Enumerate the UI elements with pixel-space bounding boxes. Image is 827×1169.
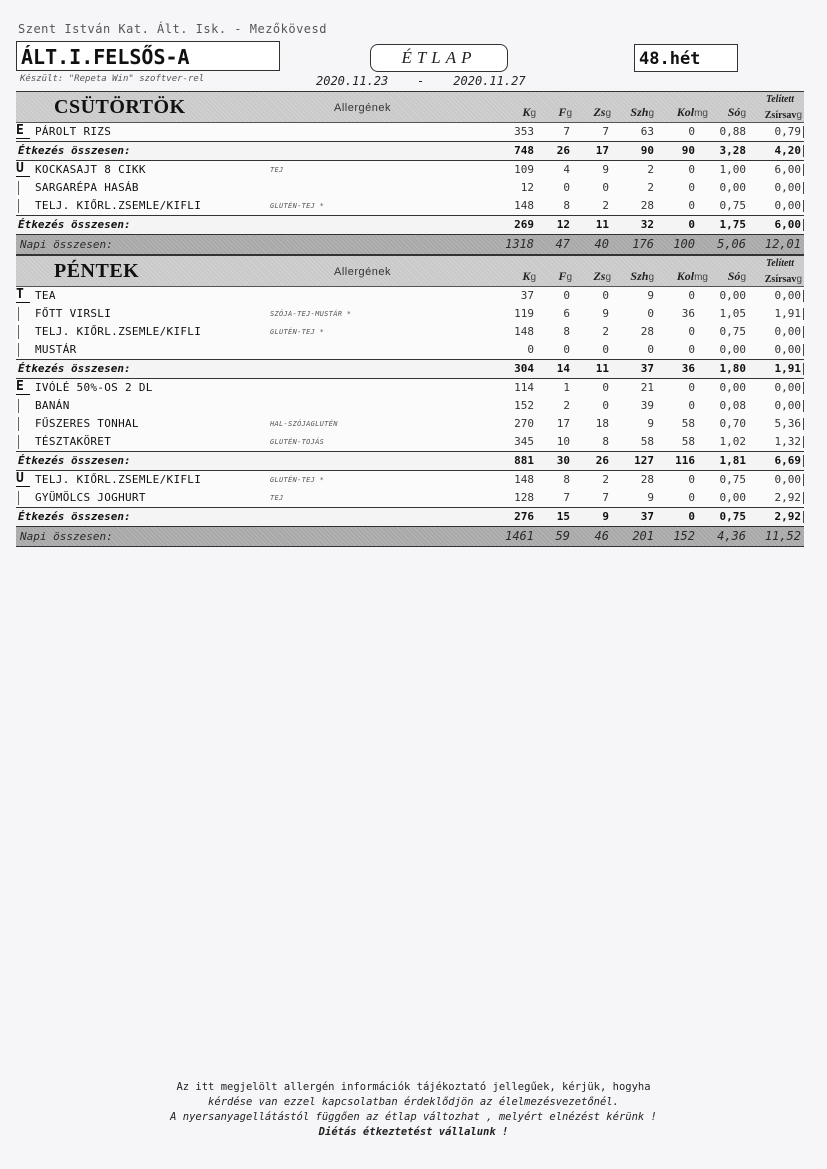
row-end-divider (803, 308, 804, 320)
total-saturated-fat: 6,69 (774, 454, 801, 467)
value-salt: 0,00 (719, 181, 746, 194)
value-carbs: 0 (602, 181, 609, 194)
value-sugar: 28 (640, 325, 654, 338)
day-name: CSÜTÖRTÖK (54, 96, 186, 118)
value-salt: 0,88 (719, 125, 746, 138)
value-salt: 0,00 (719, 491, 746, 504)
value-carbs: 18 (595, 417, 609, 430)
allergen-info: GLUTÉN-TEJ * (270, 328, 325, 336)
date-range (316, 74, 526, 88)
value-fat: 4 (563, 163, 570, 176)
food-name: BANÁN (35, 399, 70, 412)
meal-type-mark: U (16, 162, 30, 177)
total-salt: 1,81 (719, 454, 746, 467)
total-sugar: 90 (640, 144, 654, 157)
value-cholesterol: 58 (681, 417, 695, 430)
day-total-label: Napi összesen: (20, 238, 113, 251)
column-header-k-unit: g (530, 272, 536, 283)
column-header-k (522, 105, 536, 120)
value-cholesterol: 0 (688, 289, 695, 302)
total-cholesterol: 116 (675, 454, 695, 467)
food-name: MUSTÁR (35, 343, 77, 356)
row-divider (18, 307, 19, 321)
value-salt: 0,70 (719, 417, 746, 430)
column-header-kol (677, 105, 708, 120)
column-header-so (728, 105, 746, 120)
meal-total-row (16, 141, 804, 161)
value-energy-kcal: 148 (514, 325, 534, 338)
value-cholesterol: 0 (688, 473, 695, 486)
day-total-sugar: 176 (632, 237, 654, 251)
value-salt: 0,00 (719, 381, 746, 394)
total-saturated-fat: 1,91 (774, 362, 801, 375)
value-salt: 1,02 (719, 435, 746, 448)
day-total-label: Napi összesen: (20, 530, 113, 543)
value-saturated-fat: 0,00 (774, 399, 801, 412)
table-row (16, 379, 804, 397)
column-header-f-label: F (558, 105, 567, 119)
row-divider (18, 491, 19, 505)
value-saturated-fat: 1,91 (774, 307, 801, 320)
column-header-kol-label: Kol (676, 269, 695, 283)
column-header-kol-label: Kol (676, 105, 695, 119)
day-header (16, 255, 804, 287)
column-header-zs-label: Zs (593, 105, 606, 119)
value-fat: 7 (563, 125, 570, 138)
value-carbs: 2 (602, 325, 609, 338)
value-energy-kcal: 109 (514, 163, 534, 176)
total-cholesterol: 90 (681, 144, 695, 157)
day-total-energy-kcal: 1318 (505, 237, 534, 251)
total-energy-kcal: 304 (514, 362, 534, 375)
day-total-saturated-fat: 11,52 (764, 529, 801, 543)
value-carbs: 0 (602, 343, 609, 356)
row-divider (18, 181, 19, 195)
table-row (16, 287, 804, 305)
day-total-row (16, 235, 804, 255)
column-header-saturated-unit: g (796, 110, 802, 121)
food-name: SARGARÉPA HASÁB (35, 181, 139, 194)
day-total-saturated-fat: 12,01 (764, 237, 801, 251)
total-carbs: 11 (595, 218, 609, 231)
value-salt: 0,00 (719, 343, 746, 356)
row-end-divider (803, 400, 804, 412)
row-end-divider (803, 511, 804, 523)
value-carbs: 9 (602, 307, 609, 320)
column-header-so (728, 269, 746, 284)
table-row (16, 415, 804, 433)
value-energy-kcal: 0 (527, 343, 534, 356)
column-header-zs-label: Zs (593, 269, 606, 283)
food-name: KOCKASAJT 8 CIKK (35, 163, 146, 176)
row-divider (18, 435, 19, 449)
row-divider (18, 399, 19, 413)
table-row (16, 433, 804, 451)
allergen-info: SZÓJA-TEJ-MUSTÁR * (270, 310, 352, 318)
value-carbs: 7 (602, 125, 609, 138)
value-cholesterol: 36 (681, 307, 695, 320)
column-header-szh (630, 105, 654, 120)
value-salt: 1,05 (719, 307, 746, 320)
table-row (16, 161, 804, 179)
column-header-f-unit: g (566, 108, 572, 119)
column-header-zs (593, 105, 611, 120)
day-total-fat: 47 (555, 237, 570, 251)
total-cholesterol: 0 (688, 510, 695, 523)
meal-total-label: Étkezés összesen: (18, 218, 131, 231)
column-header-saturated-unit: g (796, 274, 802, 285)
allergen-column-header: Allergének (334, 102, 391, 114)
food-name: TELJ. KIŐRL.ZSEMLE/KIFLI (35, 325, 202, 338)
food-name: GYÜMÖLCS JOGHURT (35, 491, 146, 504)
value-saturated-fat: 0,00 (774, 199, 801, 212)
day-total-carbs: 40 (594, 237, 609, 251)
value-sugar: 58 (640, 435, 654, 448)
value-energy-kcal: 353 (514, 125, 534, 138)
value-saturated-fat: 1,32 (774, 435, 801, 448)
value-saturated-fat: 2,92 (774, 491, 801, 504)
total-salt: 1,75 (719, 218, 746, 231)
value-carbs: 0 (602, 399, 609, 412)
food-name: FŰSZERES TONHAL (35, 417, 139, 430)
row-end-divider (803, 382, 804, 394)
total-sugar: 37 (640, 362, 654, 375)
food-name: TEA (35, 289, 56, 302)
total-saturated-fat: 6,00 (774, 218, 801, 231)
value-cholesterol: 0 (688, 381, 695, 394)
table-row (16, 323, 804, 341)
value-fat: 8 (563, 473, 570, 486)
row-end-divider (803, 418, 804, 430)
allergen-info: TEJ (270, 166, 284, 174)
food-name: PÁROLT RIZS (35, 125, 112, 138)
column-header-szh-label: Szh (630, 105, 649, 119)
value-fat: 17 (556, 417, 570, 430)
value-fat: 0 (563, 181, 570, 194)
row-end-divider (803, 164, 804, 176)
row-divider (18, 343, 19, 357)
meal-total-label: Étkezés összesen: (18, 362, 131, 375)
value-salt: 0,75 (719, 473, 746, 486)
value-fat: 8 (563, 199, 570, 212)
day-total-fat: 59 (555, 529, 570, 543)
day-total-salt: 4,36 (717, 529, 746, 543)
total-cholesterol: 0 (688, 218, 695, 231)
total-cholesterol: 36 (681, 362, 695, 375)
meal-total-label: Étkezés összesen: (18, 454, 131, 467)
row-end-divider (803, 436, 804, 448)
food-name: TELJ. KIŐRL.ZSEMLE/KIFLI (35, 199, 202, 212)
table-row (16, 489, 804, 507)
value-energy-kcal: 148 (514, 199, 534, 212)
total-energy-kcal: 276 (514, 510, 534, 523)
column-header-so-unit: g (740, 272, 746, 283)
row-end-divider (803, 326, 804, 338)
total-fat: 30 (556, 454, 570, 467)
value-fat: 0 (563, 343, 570, 356)
value-energy-kcal: 37 (520, 289, 534, 302)
day-name: PÉNTEK (54, 260, 140, 282)
column-header-so-label: Só (727, 105, 741, 119)
value-cholesterol: 0 (688, 181, 695, 194)
total-fat: 15 (556, 510, 570, 523)
table-row (16, 397, 804, 415)
value-cholesterol: 0 (688, 343, 695, 356)
day-header (16, 91, 804, 123)
date-to: 2020.11.27 (453, 74, 526, 88)
allergen-info: HAL-SZÓJAGLUTÉN (270, 420, 338, 428)
row-divider (18, 199, 19, 213)
value-saturated-fat: 6,00 (774, 163, 801, 176)
value-salt: 1,00 (719, 163, 746, 176)
table-row (16, 305, 804, 323)
total-salt: 3,28 (719, 144, 746, 157)
total-salt: 1,80 (719, 362, 746, 375)
total-fat: 12 (556, 218, 570, 231)
date-separator: - (417, 74, 425, 88)
column-header-f-unit: g (566, 272, 572, 283)
meal-type-mark: U (16, 472, 30, 487)
column-header-kol-unit: mg (694, 272, 708, 283)
allergen-info: GLUTÉN-TEJ * (270, 476, 325, 484)
total-carbs: 26 (595, 454, 609, 467)
row-end-divider (803, 200, 804, 212)
column-header-saturated-label: Zsírsav (764, 110, 797, 121)
allergen-info: TEJ (270, 494, 284, 502)
column-header-so-label: Só (727, 269, 741, 283)
column-header-zs-unit: g (605, 108, 611, 119)
total-saturated-fat: 2,92 (774, 510, 801, 523)
meal-total-row (16, 451, 804, 471)
food-name: FŐTT VIRSLI (35, 307, 112, 320)
value-saturated-fat: 0,00 (774, 381, 801, 394)
column-header-f-label: F (558, 269, 567, 283)
value-cholesterol: 0 (688, 491, 695, 504)
row-end-divider (803, 219, 804, 231)
column-header-saturated-line2 (765, 274, 802, 285)
value-salt: 0,75 (719, 199, 746, 212)
total-sugar: 127 (634, 454, 654, 467)
footer-line-3: A nyersanyagellátástól függően az étlap változhat , melyért elnézést kérünk ! (170, 1111, 657, 1123)
column-header-f (558, 105, 572, 120)
value-saturated-fat: 5,36 (774, 417, 801, 430)
row-end-divider (803, 182, 804, 194)
value-cholesterol: 0 (688, 125, 695, 138)
table-row (16, 197, 804, 215)
value-saturated-fat: 0,00 (774, 325, 801, 338)
value-salt: 0,00 (719, 289, 746, 302)
value-sugar: 0 (647, 307, 654, 320)
value-fat: 8 (563, 325, 570, 338)
value-saturated-fat: 0,00 (774, 289, 801, 302)
value-cholesterol: 0 (688, 399, 695, 412)
value-energy-kcal: 119 (514, 307, 534, 320)
meal-type-mark: T (16, 288, 30, 303)
table-row (16, 123, 804, 141)
value-saturated-fat: 0,00 (774, 473, 801, 486)
footer-note (0, 1080, 827, 1140)
value-sugar: 63 (640, 125, 654, 138)
value-carbs: 2 (602, 473, 609, 486)
row-end-divider (803, 455, 804, 467)
column-header-kol-unit: mg (694, 108, 708, 119)
column-header-so-unit: g (740, 108, 746, 119)
row-end-divider (803, 290, 804, 302)
value-sugar: 0 (647, 343, 654, 356)
column-header-k-label: K (522, 269, 531, 283)
total-salt: 0,75 (719, 510, 746, 523)
food-name: IVÓLÉ 50%-OS 2 DL (35, 381, 153, 394)
meal-total-label: Étkezés összesen: (18, 510, 131, 523)
day-total-sugar: 201 (632, 529, 654, 543)
date-from: 2020.11.23 (316, 74, 389, 88)
value-carbs: 0 (602, 289, 609, 302)
value-fat: 2 (563, 399, 570, 412)
footer-line-2: kérdése van ezzel kapcsolatban érdeklődjön az élelmezésvezetőnél. (208, 1096, 619, 1108)
value-saturated-fat: 0,00 (774, 343, 801, 356)
value-carbs: 0 (602, 381, 609, 394)
food-name: TELJ. KIŐRL.ZSEMLE/KIFLI (35, 473, 202, 486)
value-saturated-fat: 0,79 (774, 125, 801, 138)
row-end-divider (803, 126, 804, 138)
value-energy-kcal: 114 (514, 381, 534, 394)
column-header-szh-unit: g (648, 108, 654, 119)
total-sugar: 37 (640, 510, 654, 523)
total-carbs: 9 (602, 510, 609, 523)
value-cholesterol: 58 (681, 435, 695, 448)
value-sugar: 28 (640, 473, 654, 486)
value-sugar: 2 (647, 181, 654, 194)
meal-type-mark: E (16, 124, 30, 139)
value-fat: 1 (563, 381, 570, 394)
column-header-kol (677, 269, 708, 284)
column-header-saturated-label: Zsírsav (764, 274, 797, 285)
food-name: TÉSZTAKÖRET (35, 435, 112, 448)
row-end-divider (803, 344, 804, 356)
value-carbs: 9 (602, 163, 609, 176)
value-fat: 6 (563, 307, 570, 320)
row-divider (18, 417, 19, 431)
row-end-divider (803, 474, 804, 486)
value-fat: 7 (563, 491, 570, 504)
row-end-divider (803, 492, 804, 504)
day-total-energy-kcal: 1461 (505, 529, 534, 543)
row-end-divider (803, 145, 804, 157)
menu-table (16, 91, 804, 547)
column-header-saturated-line1: Telített (766, 94, 794, 105)
value-saturated-fat: 0,00 (774, 181, 801, 194)
allergen-info: GLUTÉN-TEJ * (270, 202, 325, 210)
column-header-k-unit: g (530, 108, 536, 119)
value-energy-kcal: 12 (520, 181, 534, 194)
value-carbs: 7 (602, 491, 609, 504)
value-salt: 0,75 (719, 325, 746, 338)
value-fat: 0 (563, 289, 570, 302)
week-number-box: 48.hét (634, 44, 738, 72)
column-header-f (558, 269, 572, 284)
value-cholesterol: 0 (688, 199, 695, 212)
page-title: ÉTLAP (370, 44, 508, 72)
column-header-saturated-line2 (765, 110, 802, 121)
value-cholesterol: 0 (688, 325, 695, 338)
total-carbs: 11 (595, 362, 609, 375)
footer-line-4: Diétás étkeztetést vállalunk ! (318, 1126, 509, 1138)
value-sugar: 28 (640, 199, 654, 212)
meal-total-row (16, 507, 804, 527)
value-energy-kcal: 345 (514, 435, 534, 448)
day-total-cholesterol: 152 (673, 529, 695, 543)
meal-total-row (16, 359, 804, 379)
total-saturated-fat: 4,20 (774, 144, 801, 157)
total-energy-kcal: 881 (514, 454, 534, 467)
day-total-cholesterol: 100 (673, 237, 695, 251)
school-name: Szent István Kat. Ált. Isk. - Mezőkövesd (18, 22, 327, 36)
row-divider (18, 325, 19, 339)
column-header-szh-unit: g (648, 272, 654, 283)
day-total-row (16, 527, 804, 547)
value-sugar: 9 (647, 491, 654, 504)
allergen-column-header: Allergének (334, 266, 391, 278)
total-sugar: 32 (640, 218, 654, 231)
total-fat: 14 (556, 362, 570, 375)
footer-line-1: Az itt megjelölt allergén információk tájékoztató jellegűek, kérjük, hogyha (176, 1081, 651, 1093)
allergen-info: GLUTÉN-TOJÁS (270, 438, 325, 446)
value-sugar: 39 (640, 399, 654, 412)
total-carbs: 17 (595, 144, 609, 157)
software-note: Készült: "Repeta Win" szoftver-rel (20, 74, 205, 84)
total-fat: 26 (556, 144, 570, 157)
group-name-box: ÁLT.I.FELSŐS-A (16, 41, 280, 71)
meal-type-mark: E (16, 380, 30, 395)
column-header-szh-label: Szh (630, 269, 649, 283)
value-energy-kcal: 152 (514, 399, 534, 412)
total-energy-kcal: 269 (514, 218, 534, 231)
day-total-salt: 5,06 (717, 237, 746, 251)
table-row (16, 341, 804, 359)
value-sugar: 21 (640, 381, 654, 394)
day-total-carbs: 46 (594, 529, 609, 543)
value-energy-kcal: 128 (514, 491, 534, 504)
table-row (16, 179, 804, 197)
value-sugar: 9 (647, 289, 654, 302)
value-sugar: 2 (647, 163, 654, 176)
value-energy-kcal: 148 (514, 473, 534, 486)
table-row (16, 471, 804, 489)
column-header-k (522, 269, 536, 284)
meal-total-label: Étkezés összesen: (18, 144, 131, 157)
value-cholesterol: 0 (688, 163, 695, 176)
value-carbs: 2 (602, 199, 609, 212)
value-fat: 10 (556, 435, 570, 448)
column-header-zs (593, 269, 611, 284)
row-end-divider (803, 363, 804, 375)
column-header-zs-unit: g (605, 272, 611, 283)
meal-total-row (16, 215, 804, 235)
value-sugar: 9 (647, 417, 654, 430)
column-header-szh (630, 269, 654, 284)
value-energy-kcal: 270 (514, 417, 534, 430)
value-carbs: 8 (602, 435, 609, 448)
value-salt: 0,08 (719, 399, 746, 412)
column-header-k-label: K (522, 105, 531, 119)
total-energy-kcal: 748 (514, 144, 534, 157)
column-header-saturated-line1: Telített (766, 258, 794, 269)
